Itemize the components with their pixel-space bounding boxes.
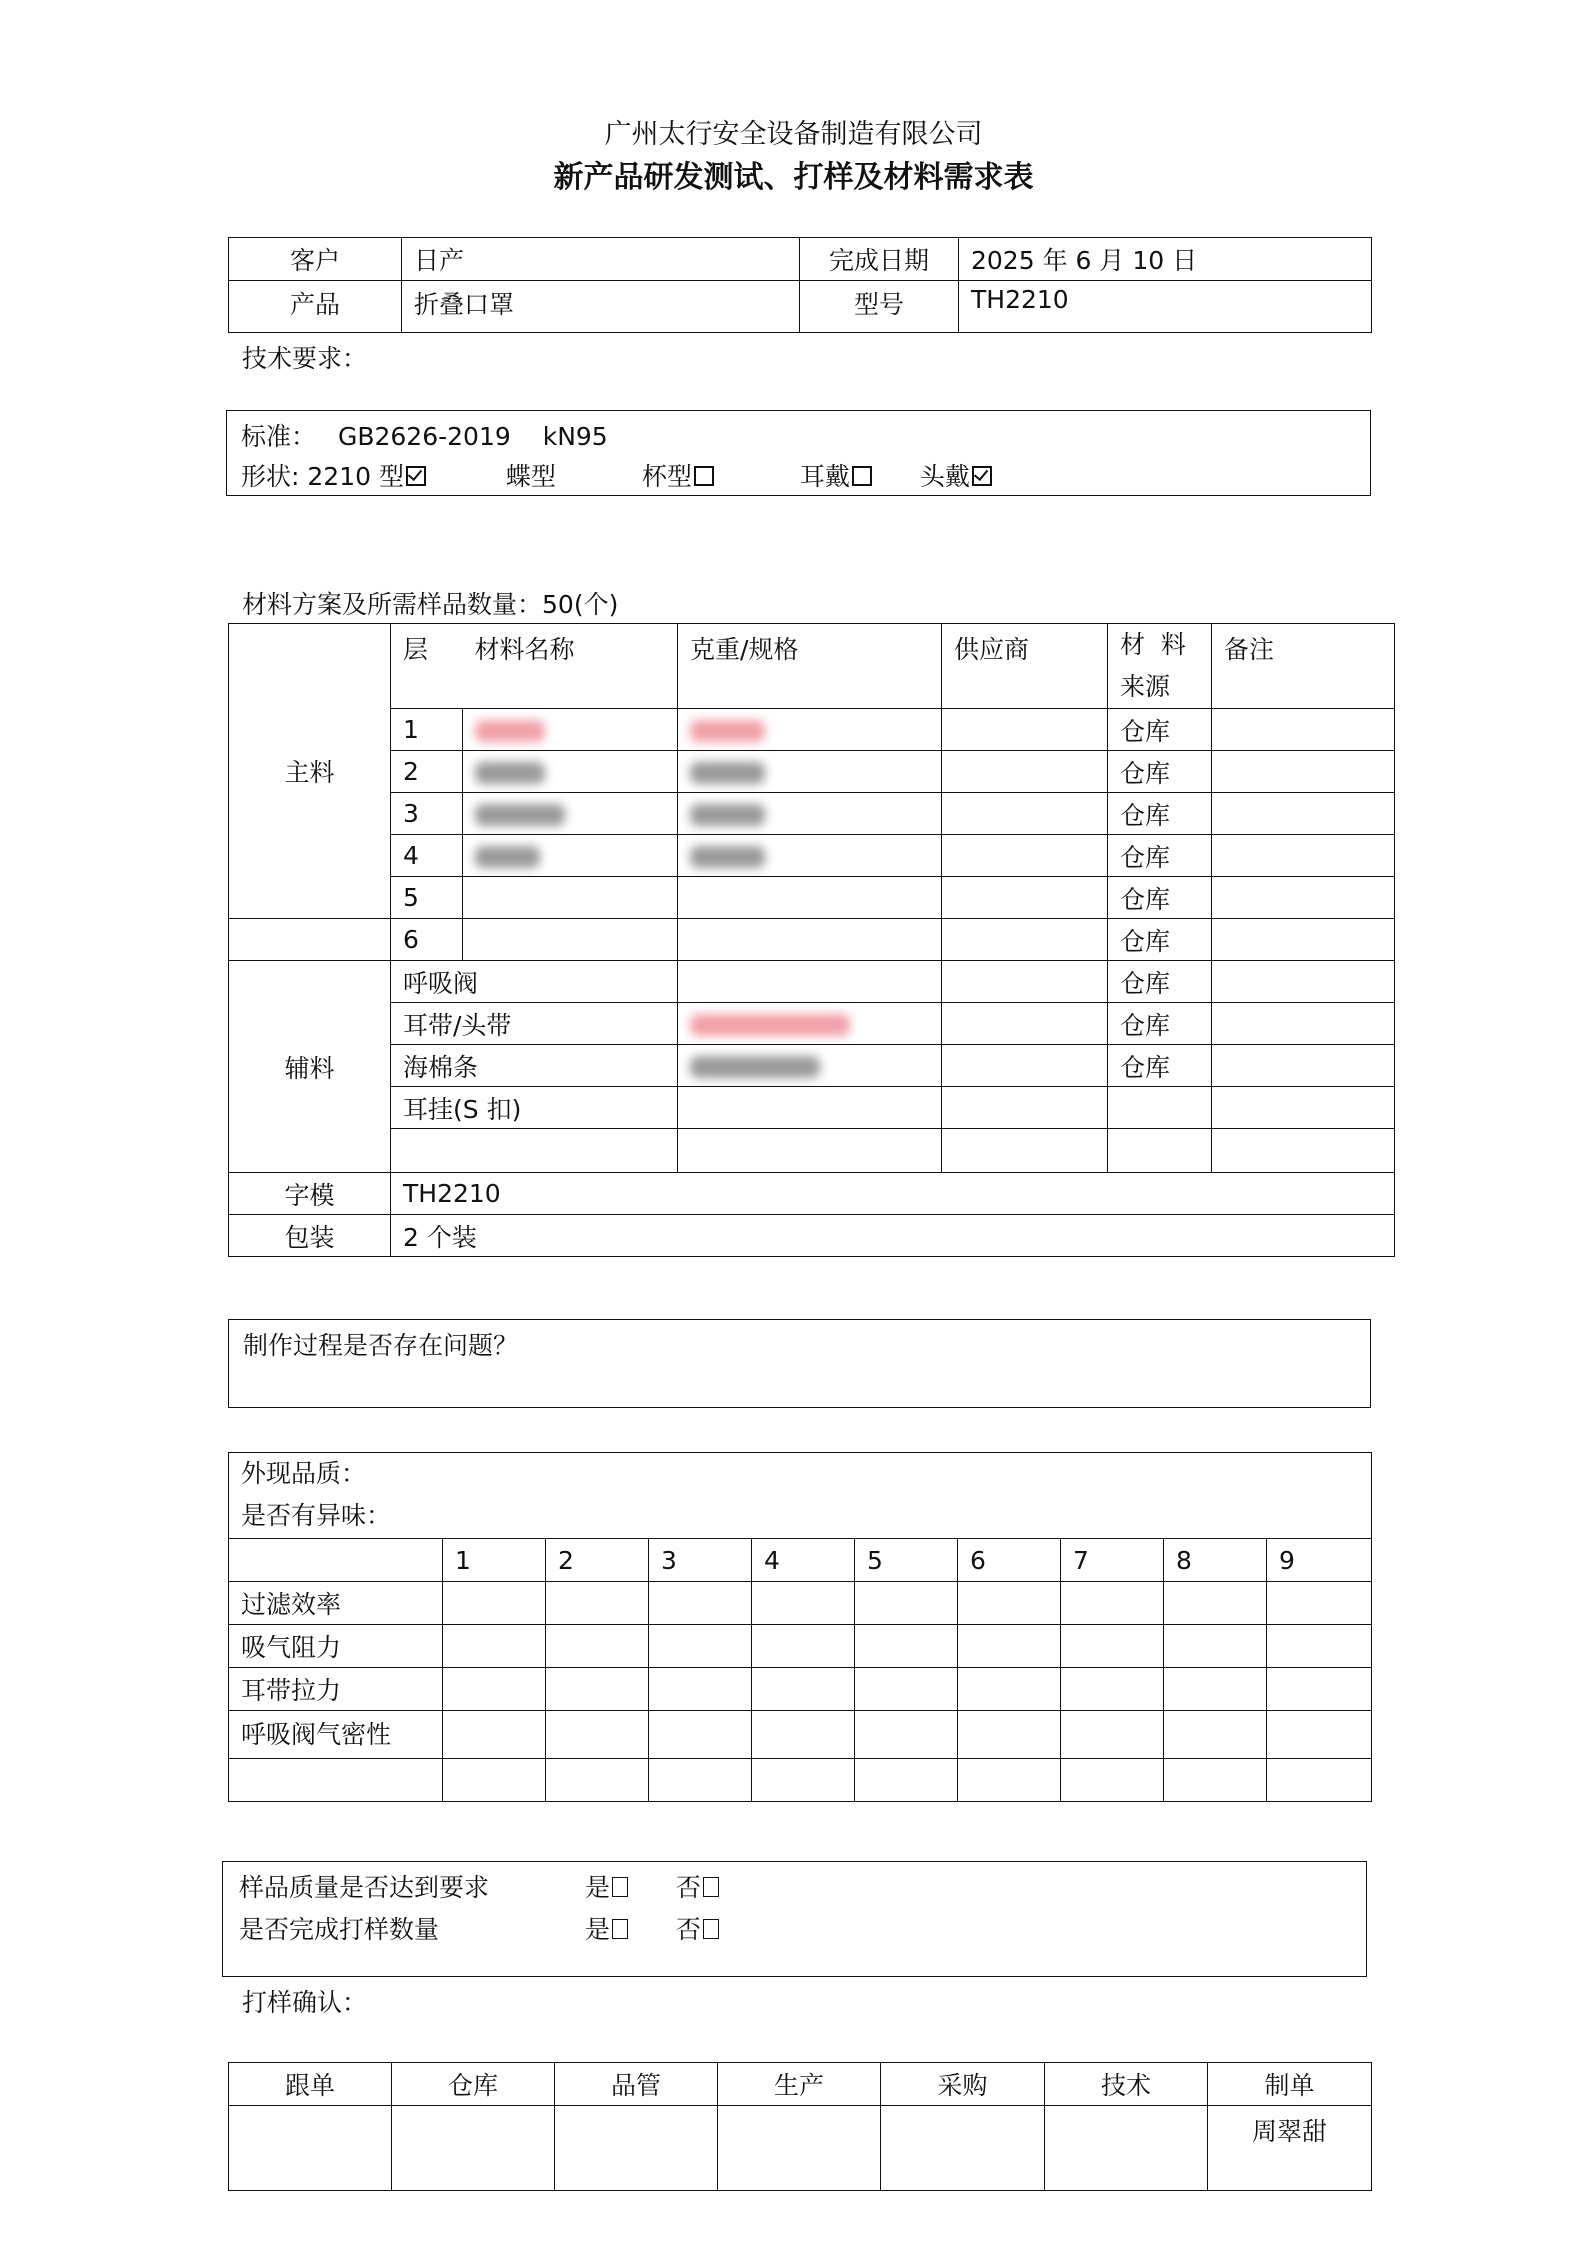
material-name-redacted <box>463 751 678 793</box>
customer-label: 客户 <box>229 238 402 281</box>
aux-group-label: 辅料 <box>284 1053 335 1083</box>
redacted-blur <box>690 804 765 826</box>
pack-row <box>229 1215 1395 1257</box>
redacted-blur <box>690 1014 850 1036</box>
sample-number-row: 1 2 3 4 5 6 7 8 9 <box>229 1539 1372 1582</box>
redacted-blur <box>475 846 540 868</box>
table-row: 4 仓库 <box>229 835 1395 877</box>
shape-label: 形状: <box>241 462 300 491</box>
company-name: 广州太行安全设备制造有限公司 <box>604 119 983 150</box>
col-note: 备注 <box>1212 624 1395 709</box>
col-supplier: 供应商 <box>942 624 1108 709</box>
redacted-blur <box>475 804 565 826</box>
problem-question: 制作过程是否存在问题？ <box>243 1331 519 1360</box>
model-value: TH2210 <box>959 281 1372 333</box>
signoff-col-qc: 品管 <box>555 2063 718 2106</box>
standard-label: 标准： <box>241 422 317 451</box>
table-row: 呼吸阀气密性 <box>229 1711 1372 1759</box>
checkbox-icon[interactable] <box>852 466 872 486</box>
product-value: 折叠口罩 <box>402 281 800 333</box>
empty-group-cell <box>229 919 391 961</box>
col-layer: 层 <box>391 624 463 709</box>
col-material-name: 材料名称 <box>463 624 678 709</box>
table-row: 耳带/头带 仓库 <box>229 1003 1395 1045</box>
redacted-blur <box>690 846 765 868</box>
checkbox-icon[interactable] <box>694 466 714 486</box>
shape-earloop[interactable]: 耳戴 <box>800 462 872 491</box>
date-value: 2025 年 6 月 10 日 <box>959 238 1372 281</box>
spec-redacted <box>678 709 942 751</box>
signoff-col-follow: 跟单 <box>229 2063 392 2106</box>
signoff-col-purchasing: 采购 <box>881 2063 1045 2106</box>
prepared-by-name: 周翠甜 <box>1208 2106 1372 2191</box>
odor-label: 是否有异味： <box>241 1501 392 1530</box>
appearance-label: 外现品质： <box>241 1459 367 1488</box>
shape-headband[interactable]: 头戴 <box>920 462 992 491</box>
table-row: 海棉条 仓库 <box>229 1045 1395 1087</box>
table-row: 耳挂(S 扣) <box>229 1087 1395 1129</box>
aux-group-cell <box>229 961 391 1173</box>
quality-requirement-row: 样品质量是否达到要求 是 否 <box>239 1868 1339 1904</box>
shape-2210[interactable]: 2210 型 <box>307 462 426 491</box>
material-name-redacted <box>463 709 678 751</box>
grade-value: kN95 <box>542 422 608 451</box>
quantity-complete-row: 是否完成打样数量 是 否 <box>239 1910 1339 1946</box>
main-group-label: 主料 <box>284 758 335 787</box>
form-title: 新产品研发测试、打样及材料需求表 <box>553 160 1034 195</box>
customer-value: 日产 <box>402 238 800 281</box>
font-label: 字模 <box>229 1173 391 1215</box>
table-row: 耳带拉力 <box>229 1668 1372 1711</box>
table-row: 1 仓库 <box>229 709 1395 751</box>
shape-butterfly[interactable]: 蝶型 <box>505 462 556 491</box>
quality-requirement-question: 样品质量是否达到要求 <box>239 1873 490 1902</box>
materials-table <box>228 623 1395 1257</box>
spec-redacted <box>678 751 942 793</box>
redacted-blur <box>690 1056 820 1078</box>
table-row: 6 仓库 <box>229 919 1395 961</box>
pack-label: 包装 <box>229 1215 391 1257</box>
sample-check-box <box>222 1861 1367 1977</box>
quality-table <box>228 1452 1372 1802</box>
checkbox-icon[interactable] <box>703 1919 719 1939</box>
problem-box <box>228 1319 1371 1408</box>
date-label: 完成日期 <box>800 238 959 281</box>
quantity-complete-question: 是否完成打样数量 <box>239 1915 440 1944</box>
model-label: 型号 <box>800 281 959 333</box>
table-row <box>229 1759 1372 1802</box>
tech-heading: 技术要求： <box>242 344 368 373</box>
signoff-heading: 打样确认： <box>242 1988 368 2017</box>
table-row: 3 仓库 <box>229 793 1395 835</box>
materials-heading: 材料方案及所需样品数量：50(个) <box>242 590 619 619</box>
spec-redacted <box>678 793 942 835</box>
info-table <box>228 237 1372 333</box>
product-label: 产品 <box>229 281 402 333</box>
spec-redacted <box>678 1045 942 1087</box>
pack-value: 2 个装 <box>391 1215 1395 1257</box>
checkbox-checked-icon[interactable] <box>406 466 426 486</box>
checkbox-checked-icon[interactable] <box>972 466 992 486</box>
signoff-col-production: 生产 <box>718 2063 881 2106</box>
checkbox-icon[interactable] <box>703 1877 719 1897</box>
shape-cup[interactable]: 杯型 <box>642 462 714 491</box>
signoff-col-warehouse: 仓库 <box>392 2063 555 2106</box>
font-value: TH2210 <box>391 1173 1395 1215</box>
spec-redacted <box>678 1003 942 1045</box>
signoff-table <box>228 2062 1372 2191</box>
table-row <box>229 1129 1395 1173</box>
table-row: 过滤效率 <box>229 1582 1372 1625</box>
material-name-redacted <box>463 835 678 877</box>
main-group-cell <box>229 624 391 919</box>
col-spec: 克重/规格 <box>678 624 942 709</box>
table-row: 辅料 呼吸阀 仓库 <box>229 961 1395 1003</box>
font-row <box>229 1173 1395 1215</box>
col-source: 材 料 来源 <box>1108 624 1212 709</box>
tech-requirements-box <box>226 410 1371 496</box>
redacted-blur <box>690 720 765 742</box>
checkbox-icon[interactable] <box>612 1919 628 1939</box>
redacted-blur <box>475 720 545 742</box>
checkbox-icon[interactable] <box>612 1877 628 1897</box>
material-name-redacted <box>463 793 678 835</box>
redacted-blur <box>690 762 765 784</box>
table-row: 5 仓库 <box>229 877 1395 919</box>
table-row: 吸气阻力 <box>229 1625 1372 1668</box>
table-row: 2 仓库 <box>229 751 1395 793</box>
spec-redacted <box>678 835 942 877</box>
redacted-blur <box>475 762 545 784</box>
standard-value: GB2626-2019 <box>337 422 511 451</box>
appearance-cell <box>229 1453 1372 1539</box>
signoff-col-tech: 技术 <box>1045 2063 1208 2106</box>
signoff-col-prepared: 制单 <box>1208 2063 1372 2106</box>
